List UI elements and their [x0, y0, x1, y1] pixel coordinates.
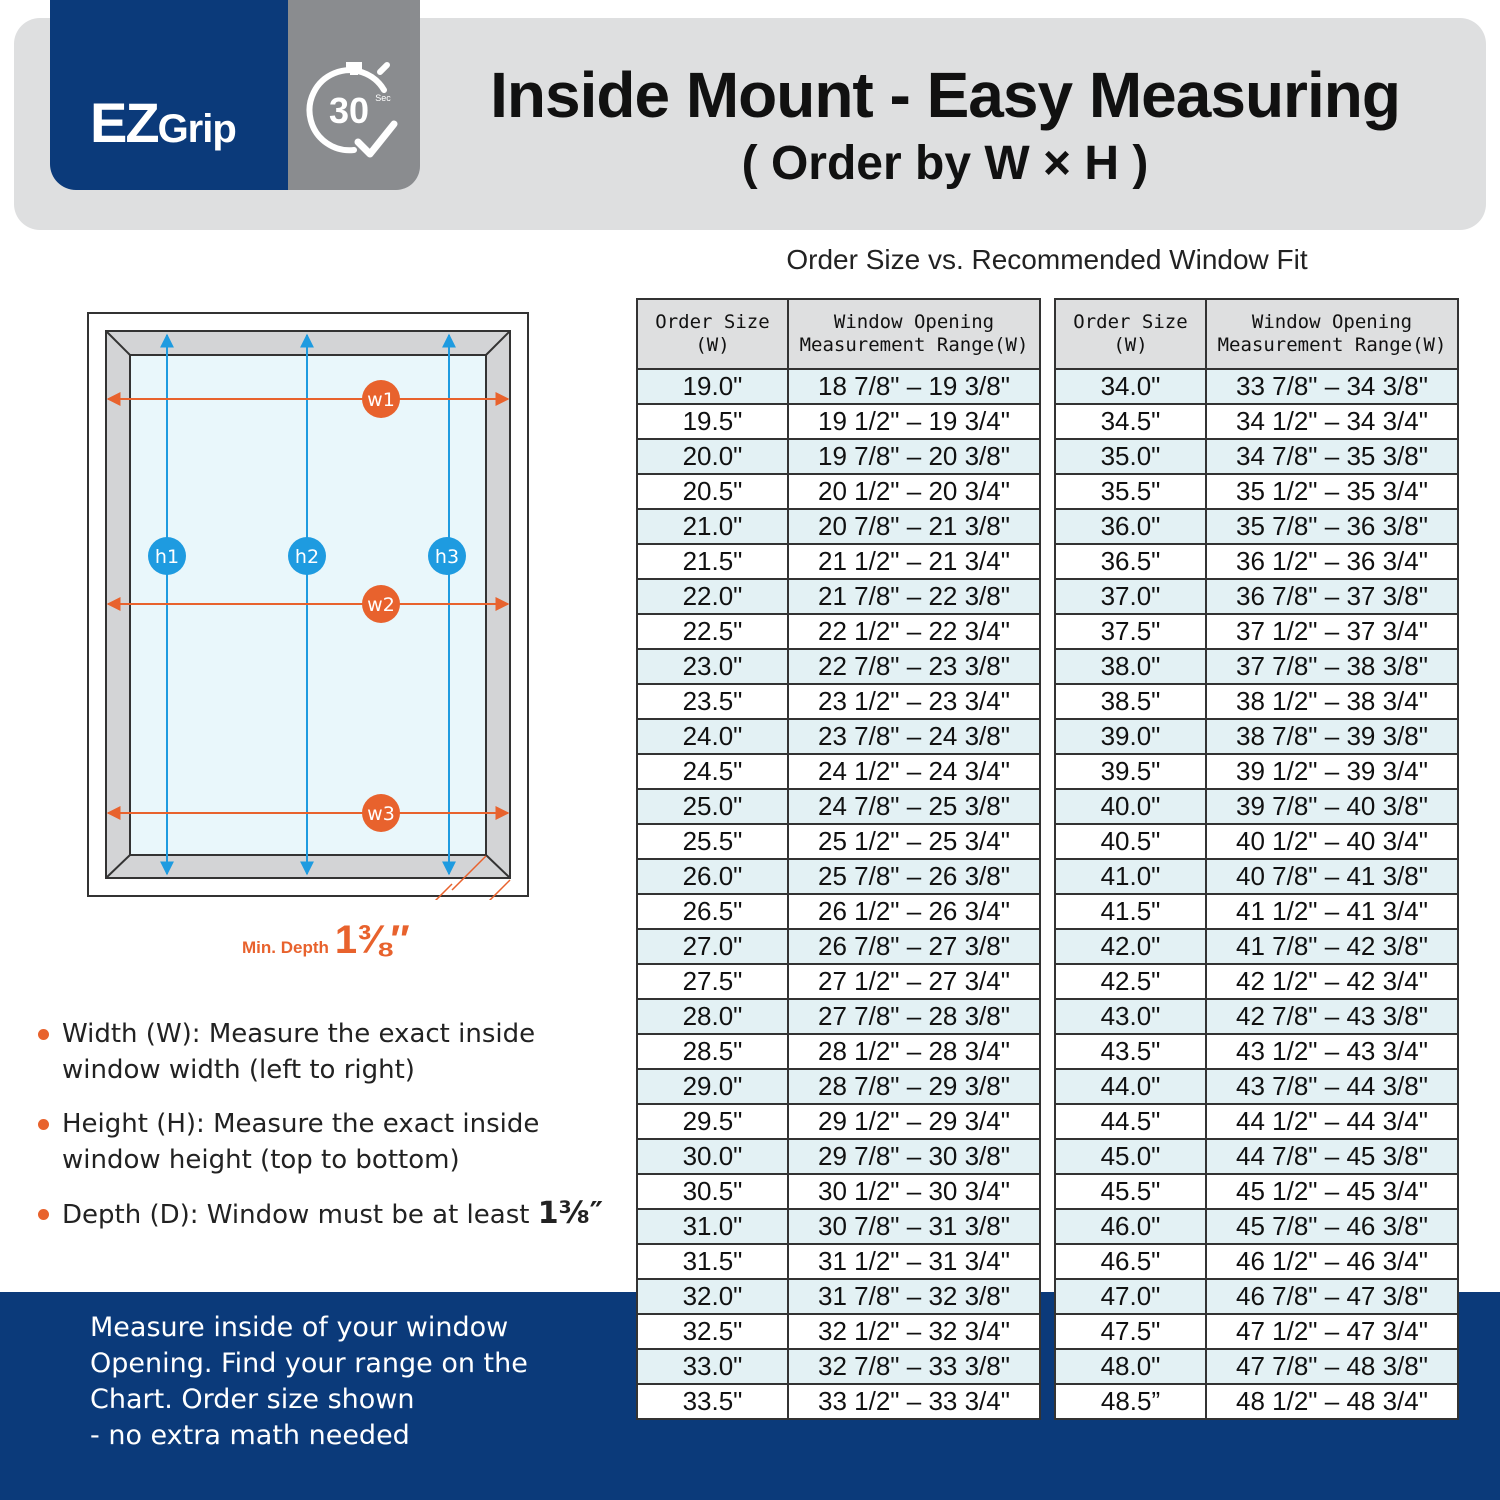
range-cell: 47 7/8" – 48 3/8" — [1206, 1349, 1458, 1384]
table-row — [1055, 789, 1458, 824]
logo-secondary-text: Grip — [157, 107, 236, 151]
timer-badge — [288, 0, 420, 190]
range-cell: 27 1/2" – 27 3/4" — [788, 964, 1040, 999]
bullet-dot-icon — [38, 1029, 49, 1040]
range-cell: 33 1/2" – 33 3/4" — [788, 1384, 1040, 1419]
range-cell: 23 1/2" – 23 3/4" — [788, 684, 1040, 719]
timer-unit: Sec — [375, 93, 391, 103]
table-row — [637, 474, 1040, 509]
h2-label: h2 — [294, 546, 320, 568]
range-cell: 38 7/8" – 39 3/8" — [1206, 719, 1458, 754]
order-size-cell: 31.0" — [637, 1209, 788, 1244]
order-size-cell: 48.0" — [1055, 1349, 1206, 1384]
timer-number: 30 — [328, 90, 370, 131]
size-table-right — [1054, 298, 1459, 1420]
order-size-cell: 30.5" — [637, 1174, 788, 1209]
table-row — [637, 894, 1040, 929]
table-row — [1055, 824, 1458, 859]
header-order-size: Order Size (W) — [637, 299, 788, 369]
order-size-cell: 43.5" — [1055, 1034, 1206, 1069]
instruction-height: Height (H): Measure the exact inside window height (top to bottom) — [36, 1106, 616, 1178]
w1-label: w1 — [367, 389, 395, 411]
table-row — [637, 824, 1040, 859]
range-cell: 48 1/2" – 48 3/4" — [1206, 1384, 1458, 1419]
order-size-cell: 27.5" — [637, 964, 788, 999]
range-cell: 37 1/2" – 37 3/4" — [1206, 614, 1458, 649]
order-size-cell: 20.0" — [637, 439, 788, 474]
table-row — [1055, 1384, 1458, 1419]
order-size-cell: 28.0" — [637, 999, 788, 1034]
brand-logo — [50, 0, 310, 190]
range-cell: 30 1/2" – 30 3/4" — [788, 1174, 1040, 1209]
order-size-cell: 36.0" — [1055, 509, 1206, 544]
order-size-cell: 42.0" — [1055, 929, 1206, 964]
stopwatch-icon — [288, 0, 420, 190]
range-cell: 38 1/2" – 38 3/4" — [1206, 684, 1458, 719]
range-cell: 22 7/8" – 23 3/8" — [788, 649, 1040, 684]
table-row — [1055, 999, 1458, 1034]
range-cell: 31 7/8" – 32 3/8" — [788, 1279, 1040, 1314]
range-cell: 20 1/2" – 20 3/4" — [788, 474, 1040, 509]
table-row — [1055, 1104, 1458, 1139]
window-diagram — [0, 300, 620, 900]
order-size-cell: 25.5" — [637, 824, 788, 859]
bullet-dot-icon — [38, 1209, 49, 1220]
footer-line: - no extra math needed — [90, 1420, 410, 1451]
table-row — [1055, 649, 1458, 684]
depth-value: 1⅜″ — [537, 1196, 604, 1231]
table-row — [637, 1069, 1040, 1104]
header-order-size: Order Size (W) — [1055, 299, 1206, 369]
order-size-cell: 32.0" — [637, 1279, 788, 1314]
order-size-cell: 33.0" — [637, 1349, 788, 1384]
range-cell: 40 7/8" – 41 3/8" — [1206, 859, 1458, 894]
table-row — [637, 439, 1040, 474]
table-row — [637, 859, 1040, 894]
order-size-cell: 44.5" — [1055, 1104, 1206, 1139]
table-row — [1055, 474, 1458, 509]
range-cell: 19 1/2" – 19 3/4" — [788, 404, 1040, 439]
table-row — [1055, 1349, 1458, 1384]
table-row — [637, 614, 1040, 649]
measuring-instructions — [36, 1016, 616, 1251]
table-row — [637, 1209, 1040, 1244]
order-size-cell: 48.5” — [1055, 1384, 1206, 1419]
range-cell: 34 7/8" – 35 3/8" — [1206, 439, 1458, 474]
table-row — [637, 789, 1040, 824]
range-cell: 47 1/2" – 47 3/4" — [1206, 1314, 1458, 1349]
order-size-cell: 24.5" — [637, 754, 788, 789]
range-cell: 42 1/2" – 42 3/4" — [1206, 964, 1458, 999]
order-size-cell: 39.0" — [1055, 719, 1206, 754]
range-cell: 22 1/2" – 22 3/4" — [788, 614, 1040, 649]
range-cell: 42 7/8" – 43 3/8" — [1206, 999, 1458, 1034]
table-row — [1055, 579, 1458, 614]
order-size-cell: 23.0" — [637, 649, 788, 684]
instruction-width: Width (W): Measure the exact inside window width (left to right) — [36, 1016, 616, 1088]
order-size-cell: 21.0" — [637, 509, 788, 544]
footer-line: Measure inside of your window — [90, 1312, 509, 1343]
order-size-cell: 38.5" — [1055, 684, 1206, 719]
table-row — [1055, 1244, 1458, 1279]
table-row — [1055, 544, 1458, 579]
order-size-cell: 22.0" — [637, 579, 788, 614]
order-size-cell: 19.0" — [637, 369, 788, 404]
table-row — [637, 929, 1040, 964]
order-size-cell: 25.0" — [637, 789, 788, 824]
range-cell: 20 7/8" – 21 3/8" — [788, 509, 1040, 544]
range-cell: 45 7/8" – 46 3/8" — [1206, 1209, 1458, 1244]
table-row — [637, 1139, 1040, 1174]
order-size-cell: 34.0" — [1055, 369, 1206, 404]
order-size-cell: 26.5" — [637, 894, 788, 929]
order-size-cell: 32.5" — [637, 1314, 788, 1349]
table-row — [1055, 1139, 1458, 1174]
range-cell: 25 7/8" – 26 3/8" — [788, 859, 1040, 894]
order-size-cell: 41.5" — [1055, 894, 1206, 929]
table-row — [1055, 964, 1458, 999]
table-row — [1055, 1209, 1458, 1244]
order-size-cell: 37.5" — [1055, 614, 1206, 649]
table-header-row — [637, 299, 1040, 369]
footer-note — [90, 1310, 610, 1454]
order-size-cell: 35.5" — [1055, 474, 1206, 509]
chart-heading: Order Size vs. Recommended Window Fit — [786, 244, 1308, 275]
logo-main-text: EZ — [90, 91, 158, 154]
table-row — [1055, 1034, 1458, 1069]
order-size-cell: 19.5" — [637, 404, 788, 439]
table-row — [637, 1384, 1040, 1419]
range-cell: 46 7/8" – 47 3/8" — [1206, 1279, 1458, 1314]
table-row — [637, 1349, 1040, 1384]
order-size-cell: 23.5" — [637, 684, 788, 719]
page-title: Inside Mount - Easy Measuring — [490, 59, 1400, 131]
order-size-cell: 47.5" — [1055, 1314, 1206, 1349]
min-depth-value: 1⅜″ — [334, 918, 410, 962]
order-size-cell: 30.0" — [637, 1139, 788, 1174]
order-size-cell: 47.0" — [1055, 1279, 1206, 1314]
order-size-cell: 39.5" — [1055, 754, 1206, 789]
table-row — [637, 1314, 1040, 1349]
min-depth-text: Min. Depth — [242, 938, 329, 957]
order-size-cell: 37.0" — [1055, 579, 1206, 614]
order-size-cell: 42.5" — [1055, 964, 1206, 999]
range-cell: 40 1/2" – 40 3/4" — [1206, 824, 1458, 859]
range-cell: 41 7/8" – 42 3/8" — [1206, 929, 1458, 964]
range-cell: 36 1/2" – 36 3/4" — [1206, 544, 1458, 579]
range-cell: 39 1/2" – 39 3/4" — [1206, 754, 1458, 789]
size-table-left — [636, 298, 1041, 1420]
range-cell: 25 1/2" – 25 3/4" — [788, 824, 1040, 859]
range-cell: 41 1/2" – 41 3/4" — [1206, 894, 1458, 929]
range-cell: 46 1/2" – 46 3/4" — [1206, 1244, 1458, 1279]
range-cell: 24 1/2" – 24 3/4" — [788, 754, 1040, 789]
order-size-cell: 24.0" — [637, 719, 788, 754]
order-size-cell: 27.0" — [637, 929, 788, 964]
order-size-cell: 41.0" — [1055, 859, 1206, 894]
range-cell: 32 1/2" – 32 3/4" — [788, 1314, 1040, 1349]
range-cell: 35 1/2" – 35 3/4" — [1206, 474, 1458, 509]
order-size-cell: 29.0" — [637, 1069, 788, 1104]
order-size-cell: 44.0" — [1055, 1069, 1206, 1104]
table-row — [1055, 439, 1458, 474]
table-row — [1055, 1279, 1458, 1314]
range-cell: 26 7/8" – 27 3/8" — [788, 929, 1040, 964]
header-range: Window Opening Measurement Range(W) — [788, 299, 1040, 369]
range-cell: 28 7/8" – 29 3/8" — [788, 1069, 1040, 1104]
range-cell: 26 1/2" – 26 3/4" — [788, 894, 1040, 929]
order-size-cell: 33.5" — [637, 1384, 788, 1419]
h3-label: h3 — [434, 546, 460, 568]
w3-label: w3 — [367, 803, 395, 825]
table-row — [637, 544, 1040, 579]
order-size-cell: 40.5" — [1055, 824, 1206, 859]
range-cell: 36 7/8" – 37 3/8" — [1206, 579, 1458, 614]
order-size-cell: 26.0" — [637, 859, 788, 894]
table-row — [1055, 754, 1458, 789]
range-cell: 35 7/8" – 36 3/8" — [1206, 509, 1458, 544]
range-cell: 34 1/2" – 34 3/4" — [1206, 404, 1458, 439]
order-size-cell: 21.5" — [637, 544, 788, 579]
table-row — [1055, 894, 1458, 929]
order-size-cell: 28.5" — [637, 1034, 788, 1069]
table-row — [637, 1034, 1040, 1069]
table-row — [637, 579, 1040, 614]
table-row — [637, 999, 1040, 1034]
table-row — [637, 1244, 1040, 1279]
range-cell: 21 7/8" – 22 3/8" — [788, 579, 1040, 614]
page-subtitle: ( Order by W × H ) — [741, 137, 1149, 190]
range-cell: 29 1/2" – 29 3/4" — [788, 1104, 1040, 1139]
header-range: Window Opening Measurement Range(W) — [1206, 299, 1458, 369]
table-row — [637, 369, 1040, 404]
min-depth-label — [242, 918, 410, 963]
order-size-cell: 35.0" — [1055, 439, 1206, 474]
footer-line: Chart. Order size shown — [90, 1384, 415, 1415]
table-row — [637, 509, 1040, 544]
table-row — [1055, 684, 1458, 719]
order-size-cell: 46.0" — [1055, 1209, 1206, 1244]
table-row — [1055, 719, 1458, 754]
range-cell: 45 1/2" – 45 3/4" — [1206, 1174, 1458, 1209]
table-row — [637, 964, 1040, 999]
order-size-cell: 40.0" — [1055, 789, 1206, 824]
table-row — [1055, 1314, 1458, 1349]
table-row — [637, 649, 1040, 684]
table-row — [1055, 614, 1458, 649]
order-size-cell: 38.0" — [1055, 649, 1206, 684]
range-cell: 32 7/8" – 33 3/8" — [788, 1349, 1040, 1384]
h1-label: h1 — [154, 546, 180, 568]
footer-line: Opening. Find your range on the — [90, 1348, 528, 1379]
range-cell: 37 7/8" – 38 3/8" — [1206, 649, 1458, 684]
table-row — [1055, 1069, 1458, 1104]
table-row — [1055, 404, 1458, 439]
range-cell: 43 1/2" – 43 3/4" — [1206, 1034, 1458, 1069]
order-size-cell: 20.5" — [637, 474, 788, 509]
order-size-cell: 22.5" — [637, 614, 788, 649]
range-cell: 23 7/8" – 24 3/8" — [788, 719, 1040, 754]
table-row — [1055, 509, 1458, 544]
table-row — [637, 684, 1040, 719]
order-size-cell: 36.5" — [1055, 544, 1206, 579]
w2-label: w2 — [367, 594, 395, 616]
table-row — [637, 1279, 1040, 1314]
range-cell: 31 1/2" – 31 3/4" — [788, 1244, 1040, 1279]
table-row — [637, 1104, 1040, 1139]
range-cell: 18 7/8" – 19 3/8" — [788, 369, 1040, 404]
range-cell: 28 1/2" – 28 3/4" — [788, 1034, 1040, 1069]
table-row — [1055, 369, 1458, 404]
range-cell: 24 7/8" – 25 3/8" — [788, 789, 1040, 824]
table-row — [637, 404, 1040, 439]
table-header-row — [1055, 299, 1458, 369]
table-row — [637, 754, 1040, 789]
table-row — [637, 1174, 1040, 1209]
table-row — [1055, 929, 1458, 964]
table-row — [1055, 1174, 1458, 1209]
order-size-cell: 34.5" — [1055, 404, 1206, 439]
range-cell: 21 1/2" – 21 3/4" — [788, 544, 1040, 579]
order-size-cell: 46.5" — [1055, 1244, 1206, 1279]
order-size-cell: 45.5" — [1055, 1174, 1206, 1209]
order-size-cell: 29.5" — [637, 1104, 788, 1139]
order-size-cell: 43.0" — [1055, 999, 1206, 1034]
table-row — [637, 719, 1040, 754]
range-cell: 33 7/8" – 34 3/8" — [1206, 369, 1458, 404]
instruction-depth: Depth (D): Window must be at least 1⅜″ — [36, 1196, 616, 1233]
order-size-cell: 31.5" — [637, 1244, 788, 1279]
range-cell: 43 7/8" – 44 3/8" — [1206, 1069, 1458, 1104]
range-cell: 30 7/8" – 31 3/8" — [788, 1209, 1040, 1244]
bullet-dot-icon — [38, 1119, 49, 1130]
range-cell: 19 7/8" – 20 3/8" — [788, 439, 1040, 474]
range-cell: 29 7/8" – 30 3/8" — [788, 1139, 1040, 1174]
order-size-cell: 45.0" — [1055, 1139, 1206, 1174]
range-cell: 44 7/8" – 45 3/8" — [1206, 1139, 1458, 1174]
range-cell: 44 1/2" – 44 3/4" — [1206, 1104, 1458, 1139]
range-cell: 27 7/8" – 28 3/8" — [788, 999, 1040, 1034]
range-cell: 39 7/8" – 40 3/8" — [1206, 789, 1458, 824]
table-row — [1055, 859, 1458, 894]
